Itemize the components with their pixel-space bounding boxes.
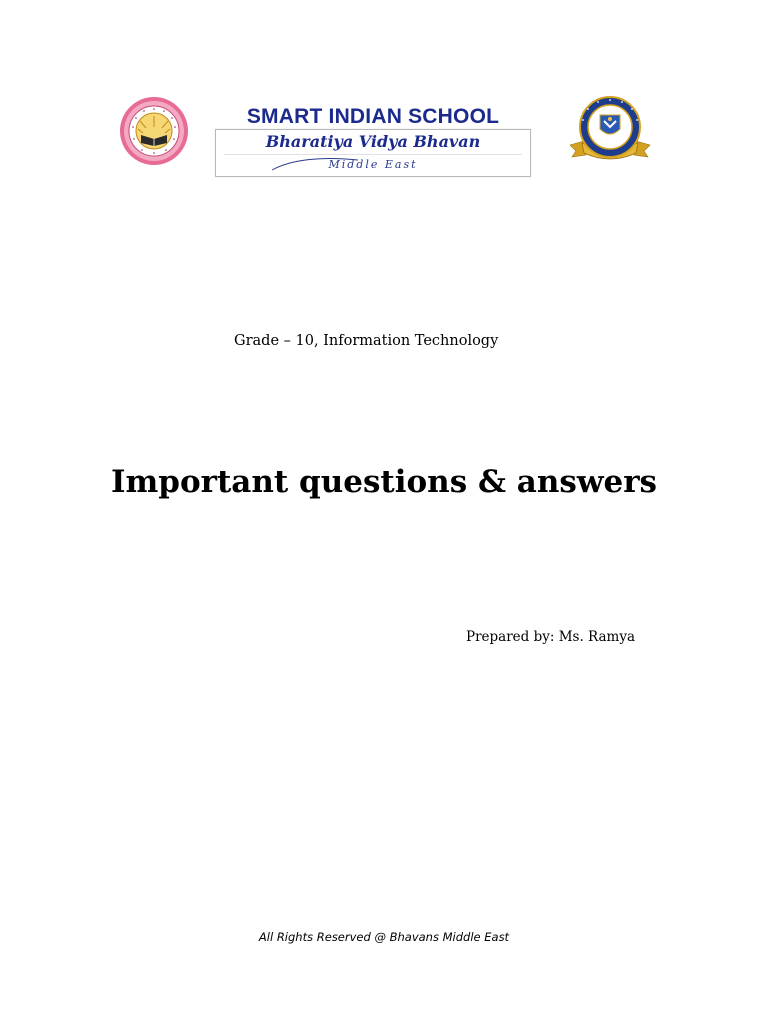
school-seal-logo: [117, 96, 191, 166]
document-title: Important questions & answers: [110, 464, 658, 500]
school-name-banner: [215, 102, 531, 176]
school-subtitle: Bharatiya Vidya Bhavan: [265, 132, 481, 151]
school-name: SMART INDIAN SCHOOL: [246, 105, 500, 128]
banner-rule: [224, 154, 522, 155]
footer-rights: All Rights Reserved @ Bhavans Middle East: [258, 930, 510, 944]
grade-subject-line: Grade – 10, Information Technology: [234, 333, 499, 349]
prepared-by: Prepared by: Ms. Ramya: [466, 629, 636, 645]
bhavan-emblem-logo: [564, 95, 656, 167]
school-region: Middle East: [328, 158, 418, 171]
